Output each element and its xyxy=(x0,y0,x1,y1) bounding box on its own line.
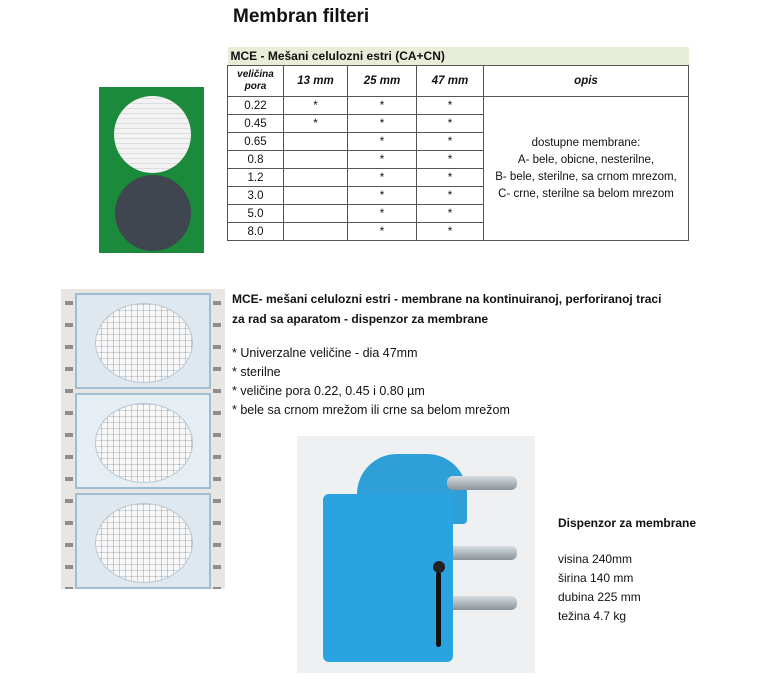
availability-cell: * xyxy=(284,97,348,115)
tape-title: MCE- mešani celulozni estri - membrane na kontinuiranoj, perforiranoj traci za rad sa aparatom - dispenzor za membrane xyxy=(232,292,662,326)
availability-cell: * xyxy=(348,115,417,133)
availability-cell xyxy=(284,187,348,205)
spec-depth: dubina 225 mm xyxy=(558,590,641,604)
col-header-25: 25 mm xyxy=(348,66,417,97)
availability-cell: * xyxy=(417,169,484,187)
spec-height: visina 240mm xyxy=(558,552,633,566)
tape-bullets xyxy=(232,344,510,420)
spec-weight: težina 4.7 kg xyxy=(558,609,627,623)
pore-size-cell: 0.45 xyxy=(228,115,284,133)
availability-cell: * xyxy=(417,205,484,223)
availability-cell: * xyxy=(348,97,417,115)
size-header: veličina pora xyxy=(228,66,284,97)
availability-cell: * xyxy=(348,151,417,169)
spec-width: širina 140 mm xyxy=(558,571,634,585)
membrane-tape-photo xyxy=(61,289,225,589)
availability-cell: * xyxy=(417,115,484,133)
table-row xyxy=(228,97,689,115)
pore-size-cell: 5.0 xyxy=(228,205,284,223)
col-header-47: 47 mm xyxy=(417,66,484,97)
membrane-photo xyxy=(99,87,204,253)
availability-cell: * xyxy=(348,169,417,187)
col-header-13: 13 mm xyxy=(284,66,348,97)
table-caption: MCE - Mešani celulozni estri (CA+CN) xyxy=(228,47,689,66)
black-membrane xyxy=(115,175,191,251)
availability-cell: * xyxy=(417,97,484,115)
pore-size-cell: 1.2 xyxy=(228,169,284,187)
availability-cell xyxy=(284,151,348,169)
description-line: dostupne membrane: xyxy=(531,136,641,149)
availability-cell: * xyxy=(348,205,417,223)
description-line: B- bele, sterilne, sa crnom mrezom, xyxy=(495,170,677,183)
page-title: Membran filteri xyxy=(233,6,370,27)
white-membrane xyxy=(114,96,191,173)
pore-size-cell: 8.0 xyxy=(228,223,284,241)
pore-size-cell: 0.8 xyxy=(228,151,284,169)
availability-cell xyxy=(284,223,348,241)
availability-cell: * xyxy=(348,187,417,205)
bullet: * veličine pora 0.22, 0.45 i 0.80 µm xyxy=(232,384,425,398)
availability-cell xyxy=(284,205,348,223)
bullet: * sterilne xyxy=(232,365,281,379)
availability-cell: * xyxy=(417,187,484,205)
description-cell xyxy=(484,97,689,241)
description-line: C- crne, sterilne sa belom mrezom xyxy=(498,187,674,200)
mce-table xyxy=(227,47,689,241)
availability-cell: * xyxy=(348,223,417,241)
dispenser-title: Dispenzor za membrane xyxy=(558,516,697,530)
pore-size-cell: 0.22 xyxy=(228,97,284,115)
dispenser-specs xyxy=(558,550,641,626)
dispenser-photo xyxy=(297,436,535,673)
availability-cell: * xyxy=(417,151,484,169)
availability-cell xyxy=(284,169,348,187)
availability-cell xyxy=(284,133,348,151)
availability-cell: * xyxy=(417,133,484,151)
bullet: * bele sa crnom mrežom ili crne sa belom mrežom xyxy=(232,403,510,417)
availability-cell: * xyxy=(284,115,348,133)
lever-icon xyxy=(436,572,441,647)
bullet: * Univerzalne veličine - dia 47mm xyxy=(232,346,418,360)
desc-header: opis xyxy=(484,66,689,97)
pore-size-cell: 3.0 xyxy=(228,187,284,205)
availability-cell: * xyxy=(348,133,417,151)
description-line: A- bele, obicne, nesterilne, xyxy=(517,153,655,166)
pore-size-cell: 0.65 xyxy=(228,133,284,151)
availability-cell: * xyxy=(417,223,484,241)
